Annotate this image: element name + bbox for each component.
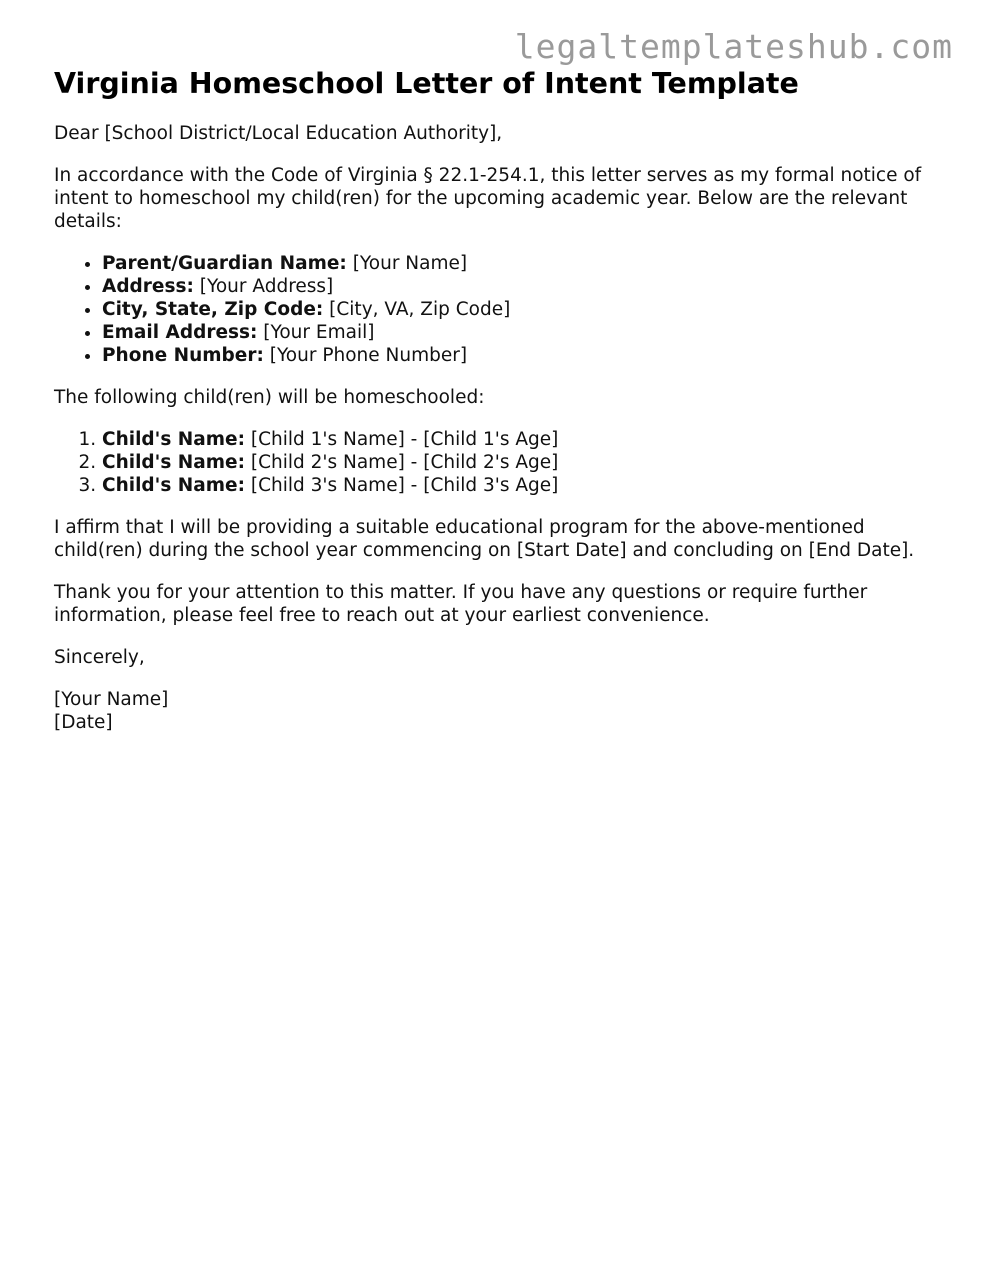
detail-item-phone [102,344,924,367]
parent-details-list [54,252,924,367]
child-label: Child's Name: [102,429,245,450]
detail-value: [Your Email] [257,322,375,343]
detail-item-city-state-zip [102,298,924,321]
watermark: legaltemplateshub.com [514,27,953,66]
child-value: [Child 1's Name] - [Child 1's Age] [244,429,559,450]
child-item-2 [102,451,924,474]
child-value: [Child 2's Name] - [Child 2's Age] [244,452,559,473]
thanks-paragraph: Thank you for your attention to this matter. If you have any questions or require further information, please feel free to reach out at your earliest convenience. [54,582,868,626]
detail-value: [Your Name] [346,253,468,274]
signature-date: [Date] [54,712,113,733]
child-label: Child's Name: [102,475,245,496]
affirmation-paragraph: I affirm that I will be providing a suitable educational program for the above-mentioned child(ren) during the school year commencing on [Start Date] and concluding on [End Date]. [54,517,915,561]
letter-document [54,66,924,734]
detail-item-address [102,275,924,298]
signature-block [54,688,924,734]
detail-label: Phone Number: [102,345,264,366]
detail-item-parent-name [102,252,924,275]
children-list [54,428,924,497]
detail-value: [City, VA, Zip Code] [323,299,511,320]
detail-label: Parent/Guardian Name: [102,253,347,274]
document-title: Virginia Homeschool Letter of Intent Template [54,67,799,100]
intro-paragraph: In accordance with the Code of Virginia § 22.1-254.1, this letter serves as my formal notice of intent to homeschool my child(ren) for the upcoming academic year. Below are the relevant details: [54,165,922,232]
detail-label: Email Address: [102,322,258,343]
child-item-1 [102,428,924,451]
child-label: Child's Name: [102,452,245,473]
detail-item-email [102,321,924,344]
signature-name: [Your Name] [54,689,169,710]
child-item-3 [102,474,924,497]
detail-label: Address: [102,276,194,297]
children-intro: The following child(ren) will be homeschooled: [54,387,485,408]
closing: Sincerely, [54,647,145,668]
detail-label: City, State, Zip Code: [102,299,324,320]
greeting: Dear [School District/Local Education Authority], [54,123,503,144]
detail-value: [Your Address] [193,276,334,297]
detail-value: [Your Phone Number] [263,345,468,366]
child-value: [Child 3's Name] - [Child 3's Age] [244,475,559,496]
